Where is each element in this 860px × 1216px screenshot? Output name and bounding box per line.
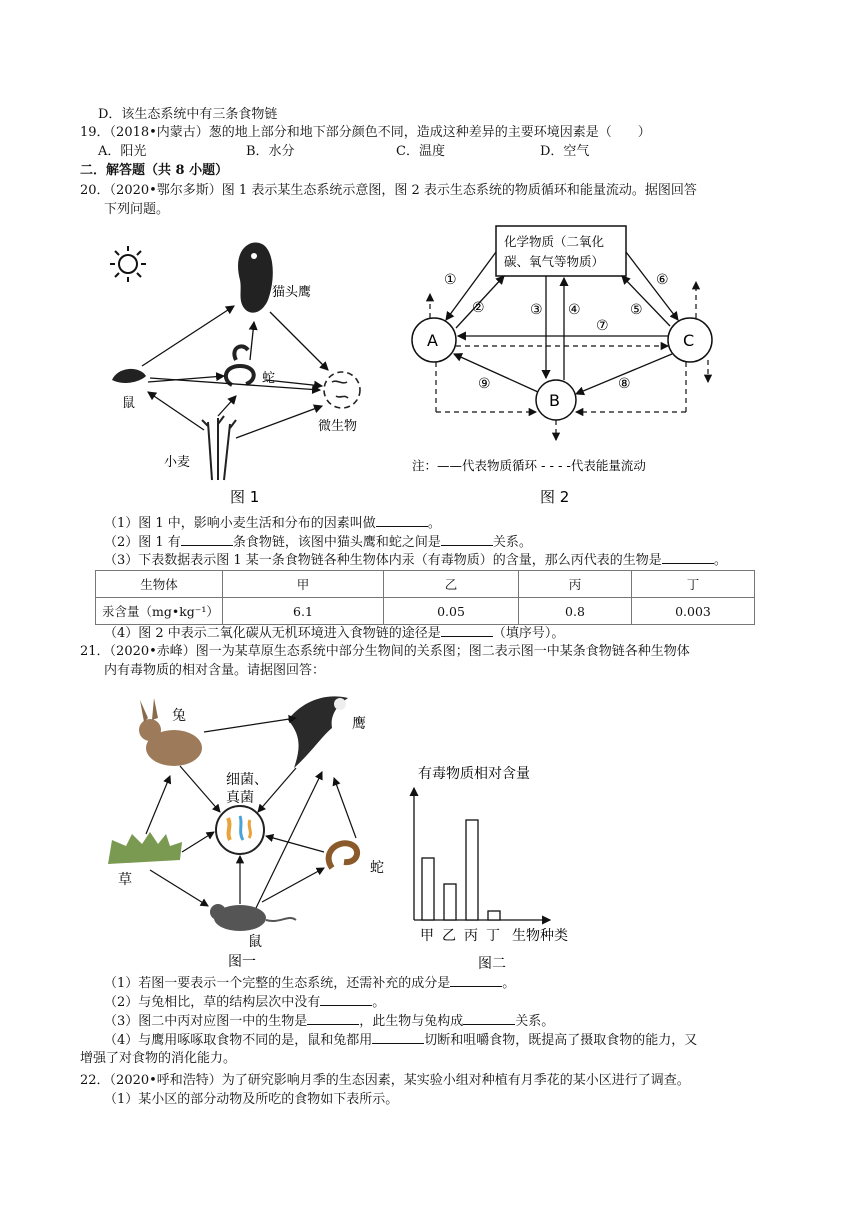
q19-option-a: A．阳光: [98, 144, 147, 159]
q21-part1: （1）若图一要表示一个完整的生态系统，还需补充的成分是 。: [104, 976, 516, 991]
bar-丁: [488, 911, 500, 920]
fig1-caption: 图 1: [230, 488, 260, 506]
table-row: [96, 571, 755, 598]
fig2-caption: 图二: [478, 956, 506, 972]
box-line-1: 化学物质（二氧化: [504, 234, 605, 249]
q20-figure-1: [100, 230, 410, 510]
label-5: ⑤: [630, 302, 643, 318]
table-cell: 0.05: [384, 598, 519, 625]
snake-label: 蛇: [262, 371, 276, 386]
table-header-cell: 丁: [632, 571, 755, 598]
q20-part2: （2）图 1 有 条食物链，该图中猫头鹰和蛇之间是 关系。: [104, 535, 532, 550]
fig2-legend-note: 注：——代表物质循环 - - - -代表能量流动: [412, 458, 646, 473]
x-tick-label: 丁: [486, 928, 500, 944]
x-tick-label: 甲: [420, 928, 434, 944]
x-tick-label: 丙: [464, 928, 478, 944]
label-7: ⑦: [596, 318, 609, 334]
node-c-label: C: [683, 331, 695, 350]
q20-figure-2: [400, 222, 740, 512]
x-tick-label: 乙: [442, 928, 456, 944]
owl-icon: [238, 243, 273, 313]
q21-part3: （3）图二中丙对应图一中的生物是 ，此生物与兔构成 关系。: [104, 1014, 555, 1029]
decomposer-icon: [216, 806, 264, 854]
label-6: ⑥: [656, 272, 669, 288]
q19-option-c: C．温度: [396, 144, 445, 159]
table-cell: 0.003: [632, 598, 755, 625]
q22-stem: 22．（2020•呼和浩特）为了研究影响月季的生态因素，某实验小组对种植有月季花的某小区进行了调查。: [80, 1073, 690, 1088]
table-header-cell: 生物体: [96, 571, 223, 598]
eagle-icon: [288, 696, 348, 768]
x-axis-label: 生物种类: [512, 928, 568, 944]
mouse-label: 鼠: [122, 396, 136, 411]
microbe-icon: [324, 372, 360, 408]
label-1: ①: [444, 272, 457, 288]
label-3: ③: [530, 302, 543, 318]
matter-cycle-arrows: [446, 252, 678, 394]
q21-figure-2-chart: [404, 760, 604, 972]
q19-stem: 19．（2018•内蒙古）葱的地上部分和地下部分颜色不同，造成这种差异的主要环境因素是（ ）: [80, 125, 651, 140]
bar-丙: [466, 820, 478, 920]
section-heading: 二．解答题（共 8 小题）: [80, 163, 229, 178]
q18-option-d: D．该生态系统中有三条食物链: [98, 107, 278, 122]
q21-part2: （2）与兔相比，草的结构层次中没有 。: [104, 995, 386, 1010]
mouse-icon: [112, 369, 146, 383]
table-cell: 汞含量（mg•kg⁻¹）: [96, 598, 223, 625]
label-4: ④: [568, 302, 581, 318]
wheat-label: 小麦: [164, 455, 191, 470]
label-8: ⑧: [618, 376, 631, 392]
fig2-caption: 图 2: [540, 488, 570, 506]
eagle-label: 鹰: [352, 716, 366, 732]
table-cell: 0.8: [519, 598, 632, 625]
q19-option-b: B．水分: [246, 144, 295, 159]
q20-stem: 20．（2020•鄂尔多斯）图 1 表示某生态系统示意图，图 2 表示生态系统的物质循环和能量流动。据图回答: [80, 183, 697, 198]
q20-stem-cont: 下列问题。: [104, 202, 170, 217]
grass-icon: [108, 832, 182, 864]
rabbit-label: 兔: [172, 708, 186, 724]
table-row: [96, 598, 755, 625]
q21-figure-1: [100, 684, 400, 970]
wheat-icon: [202, 416, 236, 480]
label-9: ⑨: [478, 376, 491, 392]
bar-乙: [444, 884, 456, 920]
q21-part4: （4）与鹰用啄啄取食物不同的是，鼠和兔都用 切断和咀嚼食物，既提高了摄取食物的能力，又: [104, 1033, 698, 1048]
bacteria-label-1: 细菌、: [226, 772, 268, 788]
table-header-cell: 丙: [519, 571, 632, 598]
bacteria-label-2: 真菌: [226, 790, 254, 806]
node-b-label: B: [549, 391, 560, 410]
mercury-table: [95, 570, 755, 625]
snake-icon: [226, 346, 254, 385]
node-a-label: A: [427, 331, 438, 350]
table-cell: 6.1: [223, 598, 384, 625]
snake-icon: [329, 843, 357, 868]
q21-stem-cont: 内有毒物质的相对含量。请据图回答：: [104, 663, 326, 678]
mouse-icon: [210, 904, 296, 931]
y-axis-label: 有毒物质相对含量: [418, 766, 530, 782]
q21-part4-cont: 增强了对食物的消化能力。: [80, 1051, 237, 1066]
food-web-arrows: [142, 306, 328, 438]
q21-stem: 21．（2020•赤峰）图一为某草原生态系统中部分生物间的关系图；图二表示图一中某条食物链各种生物体: [80, 644, 690, 659]
table-header-cell: 甲: [223, 571, 384, 598]
owl-label: 猫头鹰: [272, 285, 312, 300]
q19-option-d: D．空气: [540, 144, 590, 159]
grass-label: 草: [118, 872, 132, 888]
mouse-label: 鼠: [248, 934, 262, 950]
q22-part1: （1）某小区的部分动物及所吃的食物如下表所示。: [104, 1092, 399, 1107]
bar-甲: [422, 858, 434, 920]
q20-part3: （3）下表数据表示图 1 某一条食物链各种生物体内汞（有毒物质）的含量，那么丙代表的生物是 。: [104, 553, 727, 568]
box-line-2: 碳、氧气等物质）: [504, 254, 605, 269]
table-header-cell: 乙: [384, 571, 519, 598]
sun-icon: [110, 246, 146, 282]
rabbit-icon: [139, 698, 202, 766]
microbe-label: 微生物: [318, 419, 358, 434]
q20-part1: （1）图 1 中，影响小麦生活和分布的因素叫做 。: [104, 516, 441, 531]
fig1-caption: 图一: [228, 954, 256, 970]
label-2: ②: [472, 300, 485, 316]
snake-label: 蛇: [370, 860, 384, 876]
q20-part4: （4）图 2 中表示二氧化碳从无机环境进入食物链的途径是 （填序号）。: [104, 626, 565, 641]
